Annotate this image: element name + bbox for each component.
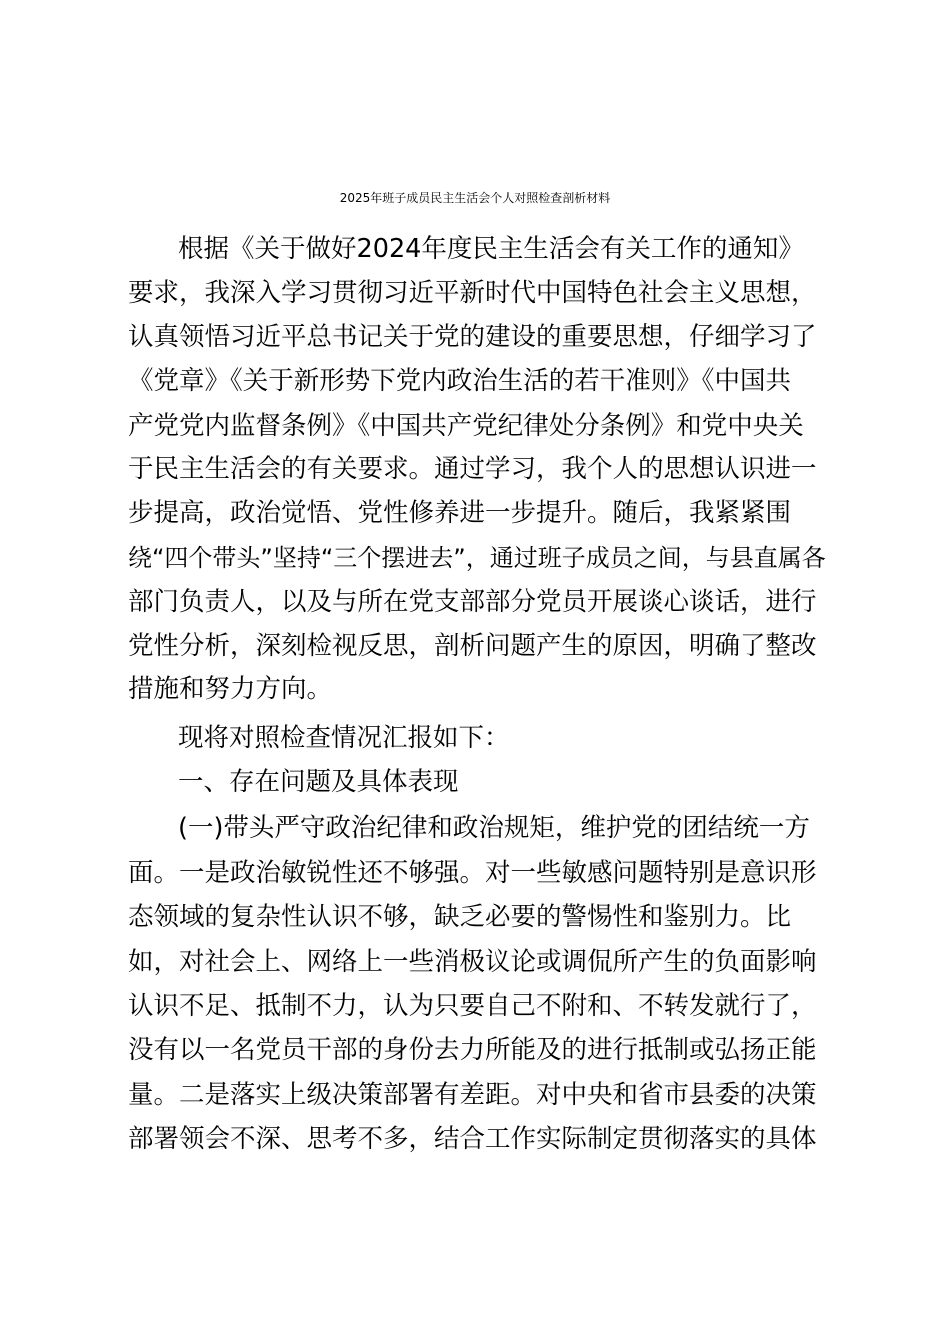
paragraph-line: 没有以一名党员干部的身份去力所能及的进行抵制或弘扬正能 — [128, 1035, 817, 1065]
paragraph-line: 部门负责人，以及与所在党支部部分党员开展谈心谈话，进行 — [128, 587, 817, 617]
paragraph-line: 面。一是政治敏锐性还不够强。对一些敏感问题特别是意识形 — [128, 858, 817, 888]
paragraph-line: 部署领会不深、思考不多，结合工作实际制定贯彻落实的具体 — [128, 1124, 817, 1154]
paragraph-line: 绕“四个带头”坚持“三个摆进去”，通过班子成员之间，与县直属各 — [128, 544, 826, 572]
paragraph-line: 产党党内监督条例》《中国共产党纪律处分条例》和党中央关 — [128, 411, 804, 441]
paragraph-line: 如，对社会上、网络上一些消极议论或调侃所产生的负面影响 — [128, 947, 817, 977]
paragraph-line: 现将对照检查情况汇报如下： — [178, 723, 510, 753]
paragraph-line: 于民主生活会的有关要求。通过学习，我个人的思想认识进一 — [128, 454, 817, 484]
paragraph-line: 认识不足、抵制不力，认为只要自己不附和、不转发就行了， — [128, 991, 817, 1021]
paragraph-line: 要求，我深入学习贯彻习近平新时代中国特色社会主义思想， — [128, 278, 817, 308]
paragraph-line: 党性分析，深刻检视反思，剖析问题产生的原因，明确了整改 — [128, 631, 817, 661]
paragraph-line: 《党章》《关于新形势下党内政治生活的若干准则》《中国共 — [128, 366, 792, 396]
paragraph-line: 步提高，政治觉悟、党性修养进一步提升。随后，我紧紧围 — [128, 498, 792, 528]
paragraph-line: 态领域的复杂性认识不够，缺乏必要的警惕性和鉴别力。比 — [128, 902, 792, 932]
paragraph-line: 量。二是落实上级决策部署有差距。对中央和省市县委的决策 — [128, 1080, 817, 1110]
paragraph-line: 认真领悟习近平总书记关于党的建设的重要思想，仔细学习了 — [128, 322, 817, 352]
document-title: 2025年班子成员民主生活会个人对照检查剖析材料 — [339, 191, 611, 205]
paragraph-line: (一)带头严守政治纪律和政治规矩，维护党的团结统一方 — [178, 813, 810, 843]
paragraph-line: 措施和努力方向。 — [128, 674, 333, 704]
paragraph-line: 根据《关于做好2024年度民主生活会有关工作的通知》 — [178, 234, 804, 264]
section-heading: 一、存在问题及具体表现 — [178, 767, 459, 797]
